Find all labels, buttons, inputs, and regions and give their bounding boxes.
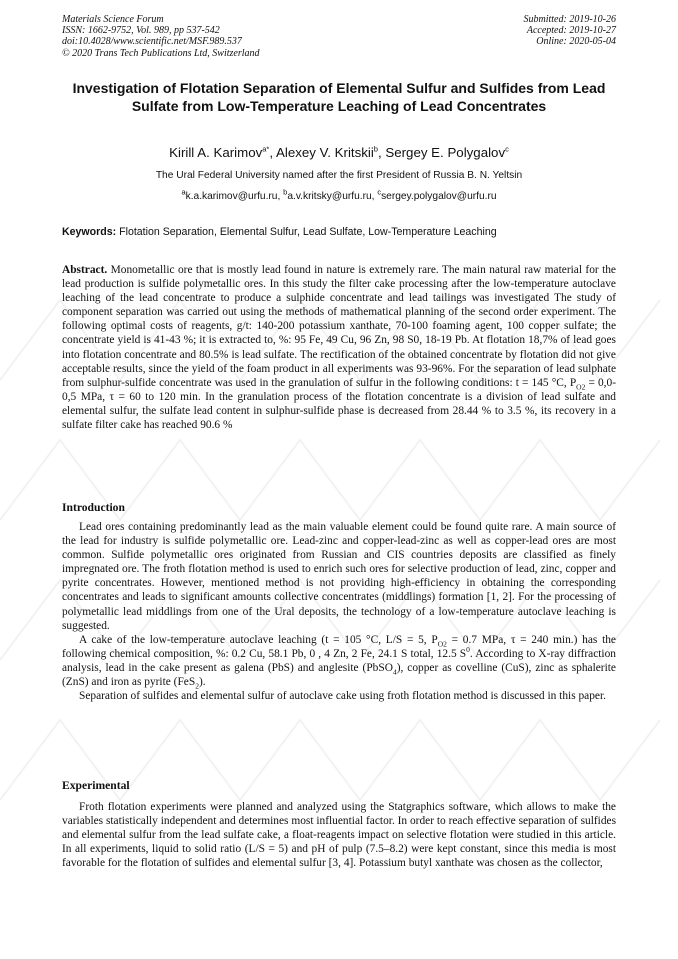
abstract-subscript: O2 bbox=[576, 382, 586, 392]
author-marker: b bbox=[373, 144, 378, 154]
paragraph: Froth flotation experiments were planned and analyzed using the Statgraphics software, which allows to make the variables statistically independent and determines most influential factor. In order to reach effective separation of sulfides and elemental sulfur from the lead sulfate cake, a float-reagents impact on selective flotation were studied in this article. In all experiments, liquid to solid ratio (L/S = 5) and pH of pulp (7.5–8.2) were kept constant, since this media is most favorable for the flotation of sulfides and elemental sulfur [3, 4]. Potassium butyl xanthate was chosen as the collector, bbox=[62, 801, 616, 870]
author-marker: a* bbox=[262, 144, 270, 154]
experimental-body bbox=[62, 800, 616, 870]
superscript: 0 bbox=[466, 645, 470, 655]
abstract bbox=[62, 263, 616, 432]
author-marker: c bbox=[505, 144, 509, 154]
email-link[interactable]: k.a.karimov@urfu.ru bbox=[185, 191, 278, 202]
text-run: ), copper as covelline (CuS), zinc as sphalerite (ZnS) and iron as pyrite (FeS bbox=[62, 661, 616, 689]
text-run: ). bbox=[198, 676, 206, 689]
journal-issn: ISSN: 1662-9752, Vol. 989, pp 537-542 bbox=[62, 25, 220, 37]
affiliation: The Ural Federal University named after the first President of Russia B. N. Yeltsin bbox=[155, 170, 523, 181]
author-name: Sergey E. Polygalov bbox=[385, 145, 506, 160]
introduction-body bbox=[62, 520, 616, 703]
email-link[interactable]: a.v.kritsky@urfu.ru bbox=[287, 191, 372, 202]
accepted-date: Accepted: 2019-10-27 bbox=[526, 25, 616, 37]
author-name: Kirill A. Karimov bbox=[169, 145, 263, 160]
text-run: = 0.7 MPa, τ = 240 min.) has the following chemical composition, %: 0.2 Cu, 58.1 Pb, 0 , 4 Zn, 2 Fe, 24.1 S total, 12.5 S bbox=[62, 633, 616, 660]
journal-copyright: © 2020 Trans Tech Publications Ltd, Switzerland bbox=[62, 47, 260, 59]
keywords-label: Keywords: bbox=[62, 226, 117, 238]
online-date: Online: 2020-05-04 bbox=[536, 36, 616, 48]
submitted-date: Submitted: 2019-10-26 bbox=[523, 14, 616, 25]
paragraph: Lead ores containing predominantly lead as the main valuable element could be found quite rare. A main source of the lead for industry is sulfide polymetallic ore. Lead-zinc and copper-lead-zinc as well as copper-lead ores are most common. Sulfide polymetallic ores originated from Russian and CIS countries deposits are classified as finely impregnated ore. The froth flotation method is used to enrich such ores for selective production of lead, zinc, copper and pyrite concentrates. However, mentioned method is not providing high-efficiency in obtaining the corresponding concentrates and leads to significant amounts collective concentrates (middlings) formation [1, 2]. For the processing of polymetallic lead middlings from one of the Ural deposits, the technology of a low-temperature autoclave leaching is suggested. bbox=[62, 521, 616, 632]
subscript: O2 bbox=[437, 639, 447, 649]
journal-name: Materials Science Forum bbox=[62, 14, 164, 25]
experimental-heading: Experimental bbox=[62, 779, 130, 792]
journal-info bbox=[62, 14, 260, 59]
submission-dates bbox=[524, 14, 617, 48]
abstract-text: Monometallic ore that is mostly lead found in nature is extremely rare. The main natural raw material for the lead production is sulfide polymetallic ores. In this study the filter cake processing after the low-temperature autoclave leaching of the lead concentrate to produce a sulphide concentrate and lead tailings was investigated The study of component separation was carried out using the methods of mathematical planning of the second order experiment. The following optimal costs of reagents, g/t: 140-200 potassium xanthate, 70-100 foaming agent, 100 copper sulfate; the concentrate yield is 41-43 %; it is extracted to, %: 95 Fe, 49 Cu, 96 Zn, 98 S0, 18-19 Pb. At flotation 18,7% of lead goes into flotation concentrate and 80.5% is lead sulfate. The rectification of the obtained concentrate by flotation did not give acceptable results, since the yield of the foam product in all experiments was 93-96%. For the separation of lead sulphate from sulphur-sulfide concentrate was used in the granulation of sulfur in the following conditions: t = 145 °C, P bbox=[62, 264, 616, 389]
email-list: $^a$k.a.karimov@urfu.ru, $^b$a.v.kritsky@urfu.ru, $^c$sergey.polygalov@urfu.ru bbox=[181, 187, 497, 202]
paragraph: Separation of sulfides and elemental sulfur of autoclave cake using froth flotation method is discussed in this paper. bbox=[79, 690, 606, 703]
keywords-text: Flotation Separation, Elemental Sulfur, Lead Sulfate, Low-Temperature Leaching bbox=[119, 226, 497, 238]
email-marker: c bbox=[377, 187, 382, 197]
abstract-label: Abstract. bbox=[62, 264, 108, 276]
text-run: . According to X-ray diffraction analysis, lead in the cake present as galena (PbS) and anglesite (PbSO bbox=[62, 647, 616, 674]
author-list: Kirill A. Karimov$^{a*}$, Alexey V. Kritskii$^b$, Sergey E. Polygalov$^c$ bbox=[169, 144, 509, 160]
email-marker: a bbox=[181, 187, 186, 197]
author-name: Alexey V. Kritskii bbox=[276, 145, 374, 160]
text-run: A cake of the low-temperature autoclave leaching (t = 105 °C, L/S = 5, P bbox=[79, 633, 438, 646]
paragraph bbox=[62, 633, 616, 689]
keywords bbox=[62, 226, 616, 239]
email-marker: b bbox=[283, 187, 288, 197]
email-link[interactable]: sergey.polygalov@urfu.ru bbox=[381, 191, 497, 202]
abstract-text-cont: = 0,0-0,5 MPa, τ = 60 to 120 min. In the granulation process of the flotation concentrate is a division of lead sulfate and elemental sulfur, the sulfate lead content in sulphur-sulfide phase is decreased from 28.44 % to 3.5 %, its recovery in a sulfate filter cake has reached 90.6 % bbox=[62, 376, 616, 432]
paper-title: Investigation of Flotation Separation of Elemental Sulfur and Sulfides from Lead Sulfate from Low-Temperature Leaching of Lead Concentrates bbox=[72, 80, 606, 114]
journal-doi: doi:10.4028/www.scientific.net/MSF.989.537 bbox=[62, 36, 242, 48]
subscript: 4 bbox=[392, 667, 397, 677]
introduction-heading: Introduction bbox=[62, 501, 125, 514]
subscript: 2 bbox=[195, 681, 199, 691]
